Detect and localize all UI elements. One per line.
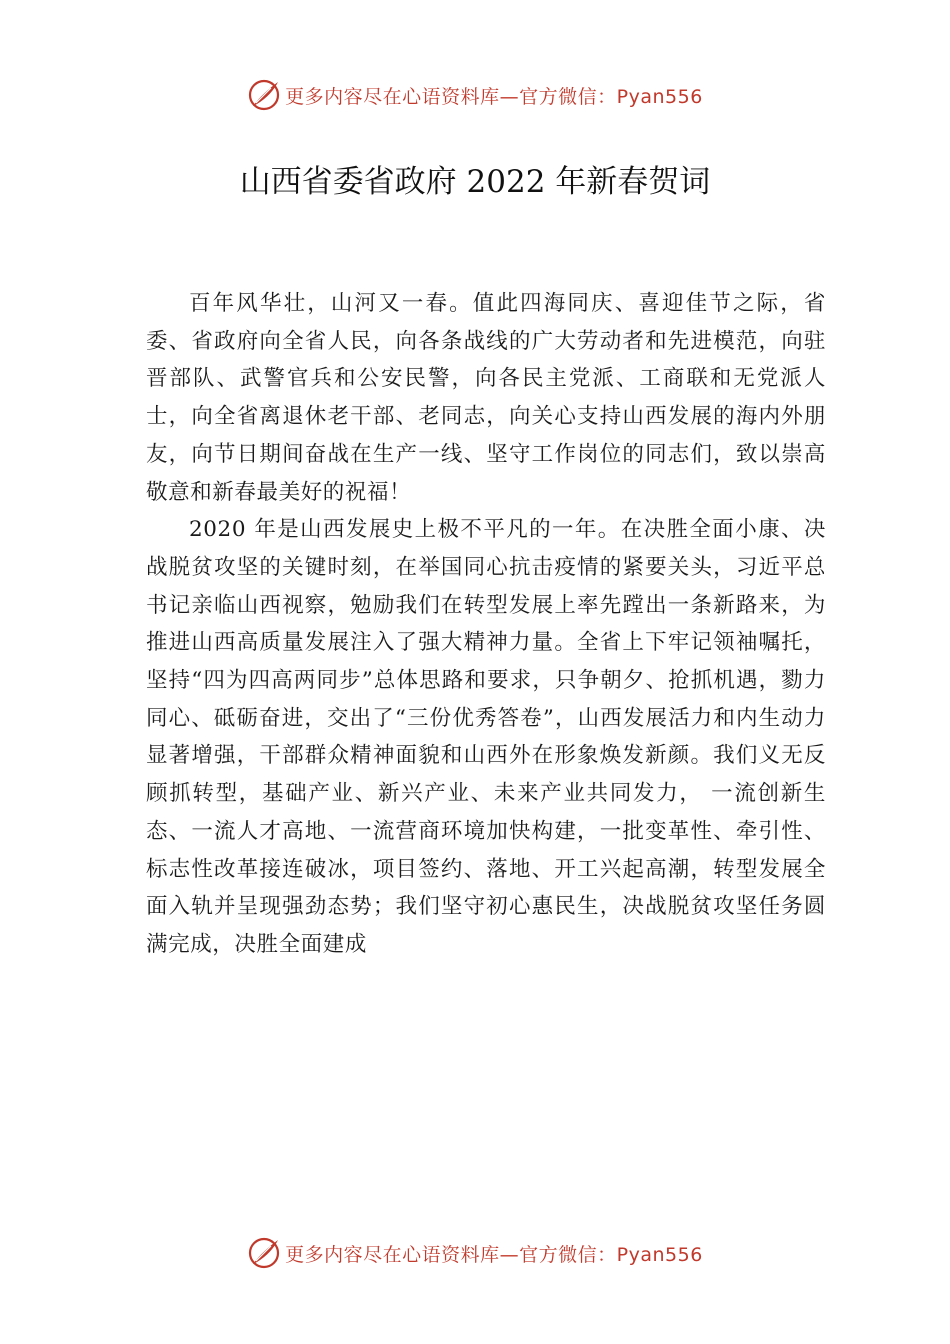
watermark-text: 更多内容尽在心语资料库—官方微信：Pyan556 xyxy=(285,85,703,108)
top-watermark-banner xyxy=(0,75,950,115)
document-body xyxy=(146,285,826,964)
document-title: 山西省委省政府 2022 年新春贺词 xyxy=(239,164,711,200)
quill-pen-circle-icon xyxy=(247,78,281,112)
quill-pen-circle-icon xyxy=(247,1236,281,1270)
paragraph: 2020 年是山西发展史上极不平凡的一年。在决胜全面小康、决战脱贫攻坚的关键时刻，在举国同心抗击疫情的紧要关头，习近平总书记亲临山西视察，勉励我们在转型发展上率先蹚出一条新路来，为推进山西高质量发展注入了强大精神力量。全省上下牢记领袖嘱托，坚持“四为四高两同步”总体思路和要求，只争朝夕、抢抓机遇，勠力同心、砥砺奋进，交出了“三份优秀答卷”，山西发展活力和内生动力显著增强，干部群众精神面貌和山西外在形象焕发新颜。我们义无反顾抓转型，基础产业、新兴产业、未来产业共同发力， 一流创新生态、一流人才高地、一流营商环境加快构建，一批变革性、牵引性、标志性改革接连破冰，项目签约、落地、开工兴起高潮，转型发展全面入轨并呈现强劲态势；我们坚守初心惠民生，决战脱贫攻坚任务圆满完成，决胜全面建成 xyxy=(146,517,826,957)
watermark-text: 更多内容尽在心语资料库—官方微信：Pyan556 xyxy=(285,1243,703,1266)
bottom-watermark-banner xyxy=(0,1233,950,1273)
paragraph: 百年风华壮，山河又一春。值此四海同庆、喜迎佳节之际，省委、省政府向全省人民，向各条战线的广大劳动者和先进模范，向驻晋部队、武警官兵和公安民警，向各民主党派、工商联和无党派人士，向全省离退休老干部、老同志，向关心支持山西发展的海内外朋友，向节日期间奋战在生产一线、坚守工作岗位的同志们，致以崇高敬意和新春最美好的祝福！ xyxy=(146,291,826,505)
